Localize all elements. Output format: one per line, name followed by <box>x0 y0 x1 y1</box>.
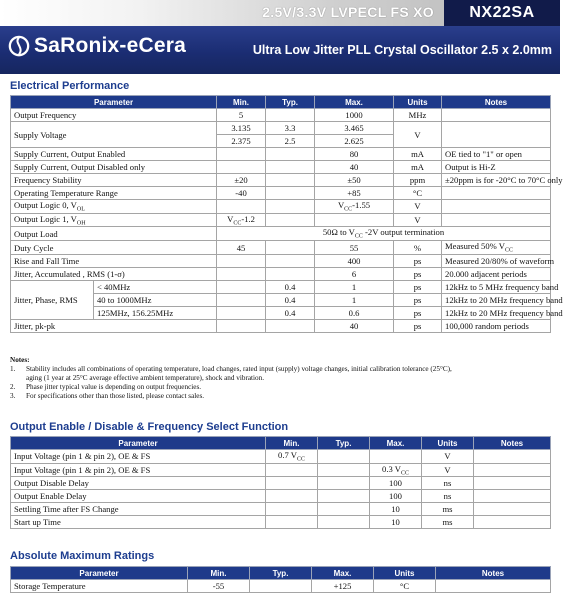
max-cell: 100 <box>370 477 422 490</box>
notes-cell <box>474 450 551 464</box>
notes-cell <box>436 580 551 593</box>
param-cell: Supply Current, Output Disabled only <box>11 161 217 174</box>
min-cell <box>217 161 266 174</box>
min-cell <box>217 319 266 332</box>
param-cell: Storage Temperature <box>11 580 188 593</box>
footnote-item <box>10 392 550 401</box>
footnote-text: For specifications other than those listed, please contact sales. <box>26 392 205 400</box>
col-header: Min. <box>217 96 266 109</box>
min-cell: 2.375 <box>217 135 266 148</box>
table-row <box>11 477 551 490</box>
enable-section-title: Output Enable / Disable & Frequency Select Function <box>10 421 289 433</box>
units-cell: V <box>394 200 442 214</box>
units-cell: ms <box>422 503 474 516</box>
table-row <box>11 254 551 267</box>
min-cell <box>217 293 266 306</box>
electrical-section-title: Electrical Performance <box>10 80 130 92</box>
units-cell: ps <box>394 254 442 267</box>
col-header: Units <box>374 567 436 580</box>
notes-cell: Measured 20/80% of waveform <box>442 254 551 267</box>
col-header: Typ. <box>250 567 312 580</box>
spanning-cell <box>217 227 551 241</box>
min-cell: 3.135 <box>217 122 266 135</box>
max-text: V <box>337 200 345 210</box>
table-row <box>11 213 551 227</box>
max-cell: 1000 <box>315 109 394 122</box>
param-subscript: OL <box>76 206 85 213</box>
notes-cell <box>474 477 551 490</box>
typ-cell: 3.3 <box>266 122 315 135</box>
typ-cell <box>266 254 315 267</box>
max-cell: +125 <box>312 580 374 593</box>
notes-cell: 12kHz to 20 MHz frequency band <box>442 306 551 319</box>
min-cell <box>217 267 266 280</box>
part-number: NX22SA <box>444 0 560 26</box>
min-cell <box>266 516 318 529</box>
max-text: 0.3 V <box>382 463 401 474</box>
typ-cell <box>266 213 315 227</box>
table-header-row <box>11 96 551 109</box>
param-cell: Operating Temperature Range <box>11 187 217 200</box>
subparam-cell: 40 to 1000MHz <box>94 293 217 306</box>
notes-cell <box>474 490 551 503</box>
notes-cell: 20.000 adjacent periods <box>442 267 551 280</box>
notes-cell: ±20ppm is for -20°C to 70°C only <box>442 174 551 187</box>
notes-cell <box>442 122 551 148</box>
footnote-text: Stability includes all combinations of operating temperature, load changes, rated input (supply) voltage changes, initial calibration tolerance (25°C), <box>26 365 452 373</box>
max-cell: 2.625 <box>315 135 394 148</box>
max-cell: 40 <box>315 161 394 174</box>
units-cell: ps <box>394 319 442 332</box>
param-cell: Output Load <box>11 227 217 241</box>
max-cell <box>315 213 394 227</box>
min-cell <box>266 503 318 516</box>
table-row <box>11 450 551 464</box>
table-row <box>11 319 551 332</box>
typ-cell <box>266 187 315 200</box>
footnote-item <box>10 365 550 374</box>
table-row <box>11 490 551 503</box>
notes-cell <box>442 109 551 122</box>
units-cell: ns <box>422 477 474 490</box>
min-text-suffix: -1.2 <box>241 213 255 224</box>
param-cell: Input Voltage (pin 1 & pin 2), OE & FS <box>11 463 266 477</box>
table-row <box>11 174 551 187</box>
min-cell <box>217 254 266 267</box>
notes-cell <box>474 516 551 529</box>
company-logo <box>8 34 186 58</box>
col-header: Typ. <box>266 96 315 109</box>
absmax-table <box>10 566 551 593</box>
footnote-number: 1. <box>10 365 16 373</box>
table-header-row <box>11 567 551 580</box>
min-cell <box>266 490 318 503</box>
footnote-number <box>10 374 26 383</box>
subparam-cell: < 40MHz <box>94 280 217 293</box>
notes-cell <box>442 213 551 227</box>
notes-cell: Output is Hi-Z <box>442 161 551 174</box>
min-cell: -55 <box>188 580 250 593</box>
min-cell: ±20 <box>217 174 266 187</box>
param-cell: Supply Current, Output Enabled <box>11 148 217 161</box>
units-cell: ps <box>394 267 442 280</box>
notes-cell <box>474 463 551 477</box>
max-cell: 40 <box>315 319 394 332</box>
typ-cell <box>266 200 315 214</box>
col-header: Typ. <box>318 437 370 450</box>
notes-subscript: CC <box>505 247 514 254</box>
min-text: V <box>227 213 234 224</box>
max-cell: 10 <box>370 503 422 516</box>
param-cell: Input Voltage (pin 1 & pin 2), OE & FS <box>11 450 266 464</box>
table-row <box>11 516 551 529</box>
max-cell: 100 <box>370 490 422 503</box>
footnote-item <box>10 374 550 383</box>
param-text: Output Logic 1, V <box>14 213 77 224</box>
notes-heading: Notes: <box>10 356 30 364</box>
max-cell: +85 <box>315 187 394 200</box>
param-cell: Supply Voltage <box>11 122 217 148</box>
param-cell: Frequency Stability <box>11 174 217 187</box>
table-row <box>11 280 551 293</box>
table-row <box>11 200 551 214</box>
units-cell: ps <box>394 293 442 306</box>
units-cell: mA <box>394 161 442 174</box>
table-row <box>11 161 551 174</box>
document-subtitle: Ultra Low Jitter PLL Crystal Oscillator 2.5 x 2.0mm <box>252 43 552 57</box>
table-row <box>11 241 551 255</box>
typ-cell <box>318 463 370 477</box>
param-cell: Output Enable Delay <box>11 490 266 503</box>
min-cell <box>217 200 266 214</box>
units-cell: MHz <box>394 109 442 122</box>
units-cell: V <box>422 450 474 464</box>
typ-cell <box>266 174 315 187</box>
min-cell: 45 <box>217 241 266 255</box>
min-cell <box>217 280 266 293</box>
col-header: Max. <box>312 567 374 580</box>
col-header: Notes <box>474 437 551 450</box>
col-header: Min. <box>266 437 318 450</box>
footnote-item <box>10 383 550 392</box>
max-cell: 1 <box>315 280 394 293</box>
product-line: 2.5V/3.3V LVPECL FS XO <box>262 4 434 20</box>
typ-cell <box>318 490 370 503</box>
col-header: Max. <box>315 96 394 109</box>
notes-cell: 12kHz to 5 MHz frequency band <box>442 280 551 293</box>
units-cell: °C <box>394 187 442 200</box>
col-header: Notes <box>442 96 551 109</box>
max-subscript: CC <box>344 206 353 213</box>
col-header: Units <box>422 437 474 450</box>
footnotes <box>10 356 550 401</box>
min-subscript: CC <box>233 220 242 227</box>
subparam-cell: 125MHz, 156.25MHz <box>94 306 217 319</box>
typ-cell <box>266 319 315 332</box>
param-cell <box>11 200 217 214</box>
typ-cell: 2.5 <box>266 135 315 148</box>
logo-swirl-icon <box>8 35 30 57</box>
max-cell: 10 <box>370 516 422 529</box>
typ-cell <box>266 148 315 161</box>
notes-cell: OE tied to "1" or open <box>442 148 551 161</box>
col-header: Parameter <box>11 96 217 109</box>
table-row <box>11 187 551 200</box>
typ-cell <box>266 241 315 255</box>
min-cell <box>217 213 266 227</box>
enable-table <box>10 436 551 529</box>
table-row <box>11 267 551 280</box>
param-cell: Start up Time <box>11 516 266 529</box>
typ-cell: 0.4 <box>266 280 315 293</box>
param-cell: Output Disable Delay <box>11 477 266 490</box>
typ-cell <box>266 109 315 122</box>
col-header: Parameter <box>11 437 266 450</box>
footnote-number: 2. <box>10 383 16 391</box>
max-cell: 1 <box>315 293 394 306</box>
logo-text: SaRonix-eCera <box>34 34 186 57</box>
max-cell: 55 <box>315 241 394 255</box>
min-cell <box>217 148 266 161</box>
table-header-row <box>11 437 551 450</box>
max-cell: ±50 <box>315 174 394 187</box>
top-banner <box>0 0 560 26</box>
param-cell: Output Frequency <box>11 109 217 122</box>
param-cell: Jitter, Accumulated , RMS (1-σ) <box>11 267 217 280</box>
table-row <box>11 148 551 161</box>
typ-cell: 0.4 <box>266 293 315 306</box>
param-cell: Settling Time after FS Change <box>11 503 266 516</box>
units-cell: % <box>394 241 442 255</box>
param-text: Output Logic 0, V <box>14 200 77 210</box>
param-cell <box>11 213 217 227</box>
param-cell: Jitter, pk-pk <box>11 319 217 332</box>
footnote-number: 3. <box>10 392 16 400</box>
units-cell: mA <box>394 148 442 161</box>
col-header: Notes <box>436 567 551 580</box>
units-cell: ppm <box>394 174 442 187</box>
span-text: 50Ω to V <box>322 227 355 238</box>
max-cell: 6 <box>315 267 394 280</box>
col-header: Parameter <box>11 567 188 580</box>
units-cell: V <box>394 122 442 148</box>
units-cell: ns <box>422 490 474 503</box>
col-header: Units <box>394 96 442 109</box>
notes-cell <box>474 503 551 516</box>
min-text: 0.7 V <box>278 450 297 460</box>
table-row <box>11 227 551 241</box>
min-cell <box>266 477 318 490</box>
notes-text: Measured 50% V <box>445 241 505 252</box>
min-subscript: CC <box>296 456 305 463</box>
typ-cell: 0.4 <box>266 306 315 319</box>
notes-cell: 12kHz to 20 MHz frequency band <box>442 293 551 306</box>
notes-cell <box>442 200 551 214</box>
max-cell: 400 <box>315 254 394 267</box>
units-cell: ms <box>422 516 474 529</box>
max-cell <box>370 463 422 477</box>
max-cell <box>315 200 394 214</box>
span-text-suffix: -2V output termination <box>362 227 445 238</box>
notes-cell: 100,000 random periods <box>442 319 551 332</box>
min-cell <box>266 463 318 477</box>
param-subscript: OH <box>76 220 86 227</box>
typ-cell <box>318 516 370 529</box>
electrical-table <box>10 95 563 333</box>
col-header: Max. <box>370 437 422 450</box>
min-cell: 5 <box>217 109 266 122</box>
param-cell: Jitter, Phase, RMS <box>11 280 94 319</box>
max-cell: 0.6 <box>315 306 394 319</box>
max-cell <box>370 450 422 464</box>
notes-cell <box>442 241 551 255</box>
units-cell: °C <box>374 580 436 593</box>
absmax-section-title: Absolute Maximum Ratings <box>10 550 155 562</box>
param-cell: Rise and Fall Time <box>11 254 217 267</box>
typ-cell <box>250 580 312 593</box>
table-row <box>11 503 551 516</box>
min-cell <box>266 450 318 464</box>
table-row <box>11 580 551 593</box>
typ-cell <box>318 477 370 490</box>
min-cell <box>217 306 266 319</box>
span-subscript: CC <box>354 234 363 241</box>
min-cell: -40 <box>217 187 266 200</box>
typ-cell <box>318 450 370 464</box>
notes-cell <box>442 187 551 200</box>
units-cell: V <box>394 213 442 227</box>
footnote-text: aging (1 year at 25°C average effective ambient temperature), shock and vibration. <box>26 374 265 382</box>
typ-cell <box>266 161 315 174</box>
units-cell: ps <box>394 280 442 293</box>
typ-cell <box>266 267 315 280</box>
max-cell: 80 <box>315 148 394 161</box>
header-bar <box>0 26 560 74</box>
units-cell: V <box>422 463 474 477</box>
max-text-suffix: -1.55 <box>352 200 371 210</box>
table-row <box>11 463 551 477</box>
param-cell: Duty Cycle <box>11 241 217 255</box>
max-cell: 3.465 <box>315 122 394 135</box>
footnote-text: Phase jitter typical value is depending on output frequencies. <box>26 383 202 391</box>
max-subscript: CC <box>400 470 409 477</box>
table-row <box>11 109 551 122</box>
units-cell: ps <box>394 306 442 319</box>
table-row <box>11 122 551 135</box>
typ-cell <box>318 503 370 516</box>
col-header: Min. <box>188 567 250 580</box>
